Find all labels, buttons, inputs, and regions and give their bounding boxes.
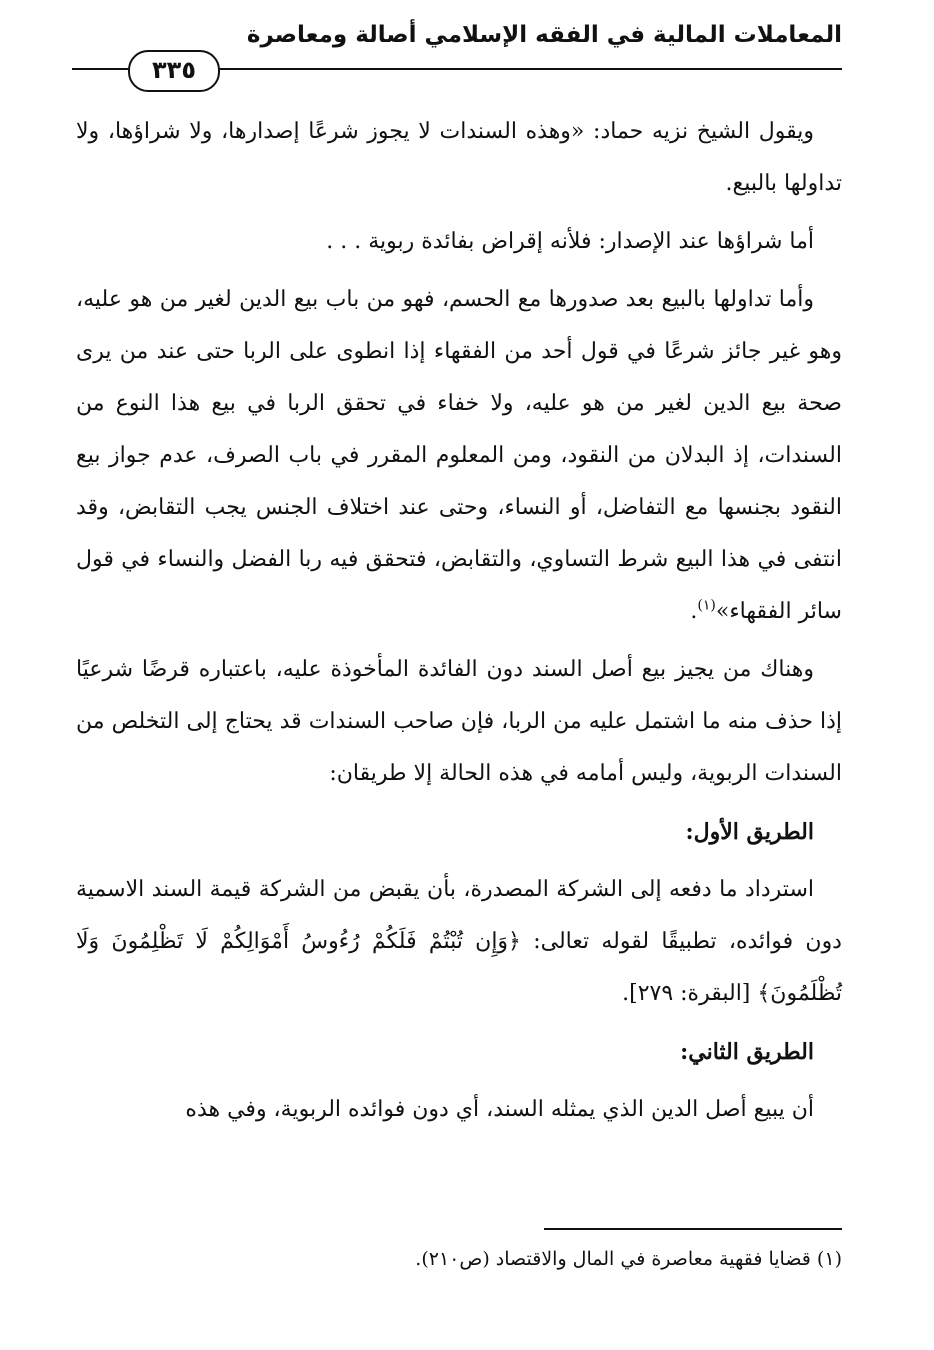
main-text (76, 106, 842, 1142)
footnote-reference[interactable]: (١) (697, 597, 716, 614)
paragraph-two-ways: وهناك من يجيز بيع أصل السند دون الفائدة المأخوذة عليه، باعتباره قرضًا شرعيًا إذا حذف منه ما اشتمل عليه من الربا، فإن صاحب السندات قد يحتاج إلى التخلص من السندات الربوية، وليس أمامه في هذه الحالة إلا طريقان: (76, 657, 842, 786)
running-header-title: المعاملات المالية في الفقه الإسلامي أصالة ومعاصرة (246, 22, 842, 48)
paragraph-first-way-text: استرداد ما دفعه إلى الشركة المصدرة، بأن يقبض من الشركة قيمة السند الاسمية دون فوائده، تطبيقًا لقوله تعالى: (76, 877, 842, 954)
page-number: ٣٣٥ (128, 50, 220, 92)
paragraph-quote-intro: ويقول الشيخ نزيه حماد: «وهذه السندات لا يجوز شرعًا إصدارها، ولا شراؤها، ولا تداولها بالبيع. (76, 119, 842, 196)
footnote: (١) قضايا فقهية معاصرة في المال والاقتصاد (ص٢١٠). (415, 1248, 842, 1270)
heading-second-way: الطريق الثاني: (680, 1039, 814, 1065)
paragraph-second-way: أن يبيع أصل الدين الذي يمثله السند، أي دون فوائده الربوية، وفي هذه (185, 1097, 814, 1122)
paragraph-trading-text: وأما تداولها بالبيع بعد صدورها مع الحسم، فهو من باب بيع الدين لغير من هو عليه، وهو غير جائز شرعًا في قول أحد من الفقهاء إذا انطوى على الربا حتى عند من يرى صحة بيع الدين لغير من هو عليه، ولا خفاء في تحقق الربا في بيع هذا النوع من السندات، إذ البدلان من النقود، ومن المعلوم المقرر في باب الصرف، عدم جواز بيع النقود بجنسها مع التفاضل، أو النساء، وحتى عند اختلاف الجنس يجب التقابض، وقد انتفى في هذا البيع شرط التساوي، والتقابض، فتحقق فيه ربا الفضل والنساء في قول سائر الفقهاء» (76, 287, 842, 624)
heading-first-way: الطريق الأول: (685, 819, 814, 845)
paragraph-issuance: أما شراؤها عند الإصدار: فلأنه إقراض بفائدة ربوية . . . (326, 229, 814, 254)
paragraph-first-way (76, 864, 842, 1020)
quran-verse: ﴿وَإِن تُبْتُمْ فَلَكُمْ رُءُوسُ أَمْوَالِكُمْ لَا تَظْلِمُونَ وَلَا تُظْلَمُونَ﴾ (76, 929, 842, 1006)
paragraph-trading (76, 274, 842, 638)
quran-citation: [البقرة: ٢٧٩]. (622, 981, 751, 1006)
footnote-separator (544, 1228, 842, 1230)
paragraph-trading-end: . (690, 599, 698, 624)
